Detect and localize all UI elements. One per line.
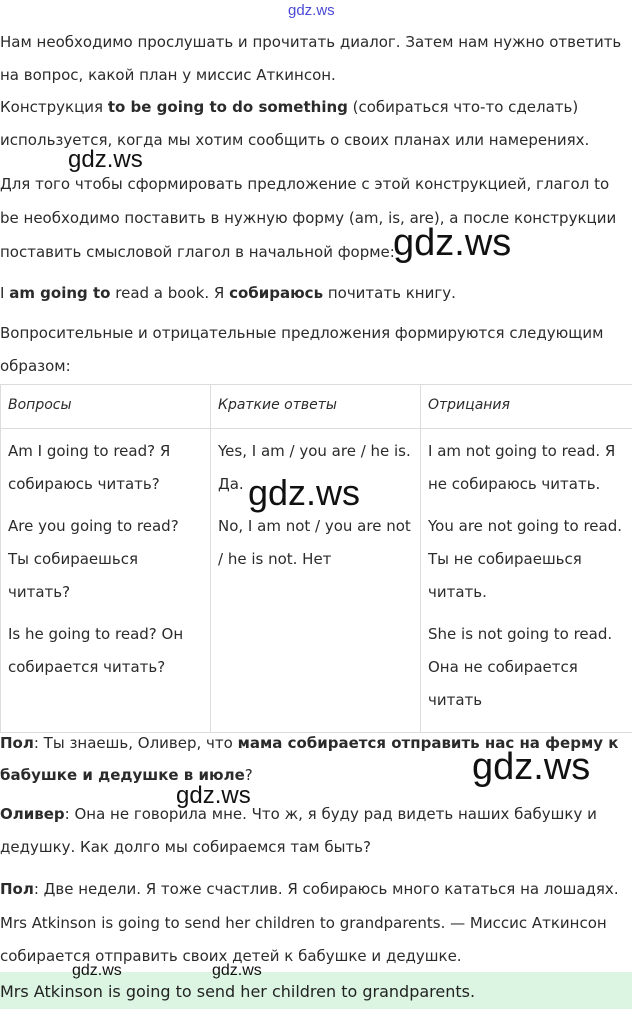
speaker-oliver: Оливер xyxy=(0,805,65,823)
dialogue-text: : Ты знаешь, Оливер, что xyxy=(34,734,238,752)
translation-text: Mrs Atkinson is going to send her children to grandparents. — Миссис Аткинсон собирается отправить своих детей к бабушке и дедушке. xyxy=(0,914,607,965)
header-short-answers: Краткие ответы xyxy=(211,385,421,429)
short-answer-item: No, I am not / you are not / he is not. Нет xyxy=(218,510,413,576)
negation-item: I am not going to read. Я не собираюсь читать. xyxy=(428,435,625,501)
example-mid: read a book. Я xyxy=(110,284,229,302)
question-item: Is he going to read? Он собирается читать? xyxy=(8,618,203,684)
watermark: gdz.ws xyxy=(248,472,360,514)
watermark: gdz.ws xyxy=(212,962,262,980)
dialogue-end: ? xyxy=(245,766,253,784)
watermark: gdz.ws xyxy=(72,962,122,980)
intro-paragraph xyxy=(0,26,632,92)
speaker-paul: Пол xyxy=(0,734,34,752)
construction-suffix: (собираться что-то сделать) используется, когда мы хотим сообщить о своих планах или намерениях. xyxy=(0,98,589,149)
dialogue-line-paul-2 xyxy=(0,873,632,906)
dialogue-text: : Две недели. Я тоже счастлив. Я собираюсь много кататься на лошадях. xyxy=(34,880,619,898)
short-answer-item: Yes, I am / you are / he is. Да. xyxy=(218,435,413,501)
speaker-paul: Пол xyxy=(0,880,34,898)
example-bold-sobirayus: собираюсь xyxy=(229,284,323,302)
questions-cell xyxy=(1,429,211,733)
example-i: I xyxy=(0,284,9,302)
watermark: gdz.ws xyxy=(176,782,251,810)
example-bold-am-going-to: am going to xyxy=(9,284,110,302)
watermark-top: gdz.ws xyxy=(288,2,335,19)
answer-highlight: Mrs Atkinson is going to send her children to grandparents. xyxy=(0,972,632,1009)
table-header-row xyxy=(1,385,632,429)
construction-prefix: Конструкция xyxy=(0,98,108,116)
example-paragraph xyxy=(0,277,632,310)
formation-paragraph xyxy=(0,167,632,269)
watermark: gdz.ws xyxy=(393,222,511,265)
header-questions: Вопросы xyxy=(1,385,211,429)
negation-item: She is not going to read. Она не собирается читать xyxy=(428,618,625,717)
grammar-table xyxy=(0,384,632,733)
watermark: gdz.ws xyxy=(472,746,590,789)
header-negations: Отрицания xyxy=(421,385,632,429)
construction-bold: to be going to do something xyxy=(108,98,348,116)
dialogue-line-oliver xyxy=(0,798,632,864)
formation-text: Для того чтобы сформировать предложение с этой конструкцией, глагол to be необходимо поставить в нужную форму (am, is, are), а после конструкции поставить смысловой глагол в начальной форме: xyxy=(0,175,616,261)
table-intro-text: Вопросительные и отрицательные предложения формируются следующим образом: xyxy=(0,324,603,375)
question-item: Are you going to read? Ты собираешься читать? xyxy=(8,510,203,609)
example-end: почитать книгу. xyxy=(323,284,456,302)
dialogue-bold: мама собирается отправить нас на ферму к бабушке и дедушке в июле xyxy=(0,734,618,784)
watermark: gdz.ws xyxy=(68,146,143,174)
question-item: Am I going to read? Я собираюсь читать? xyxy=(8,435,203,501)
negations-cell xyxy=(421,429,632,733)
dialogue-text: : Она не говорила мне. Что ж, я буду рад видеть наших бабушку и дедушку. Как долго мы собираемся там быть? xyxy=(0,805,597,856)
intro-text: Нам необходимо прослушать и прочитать диалог. Затем нам нужно ответить на вопрос, какой план у миссис Аткинсон. xyxy=(0,33,621,84)
negation-item: You are not going to read. Ты не собираешься читать. xyxy=(428,510,625,609)
table-intro-paragraph xyxy=(0,317,632,383)
